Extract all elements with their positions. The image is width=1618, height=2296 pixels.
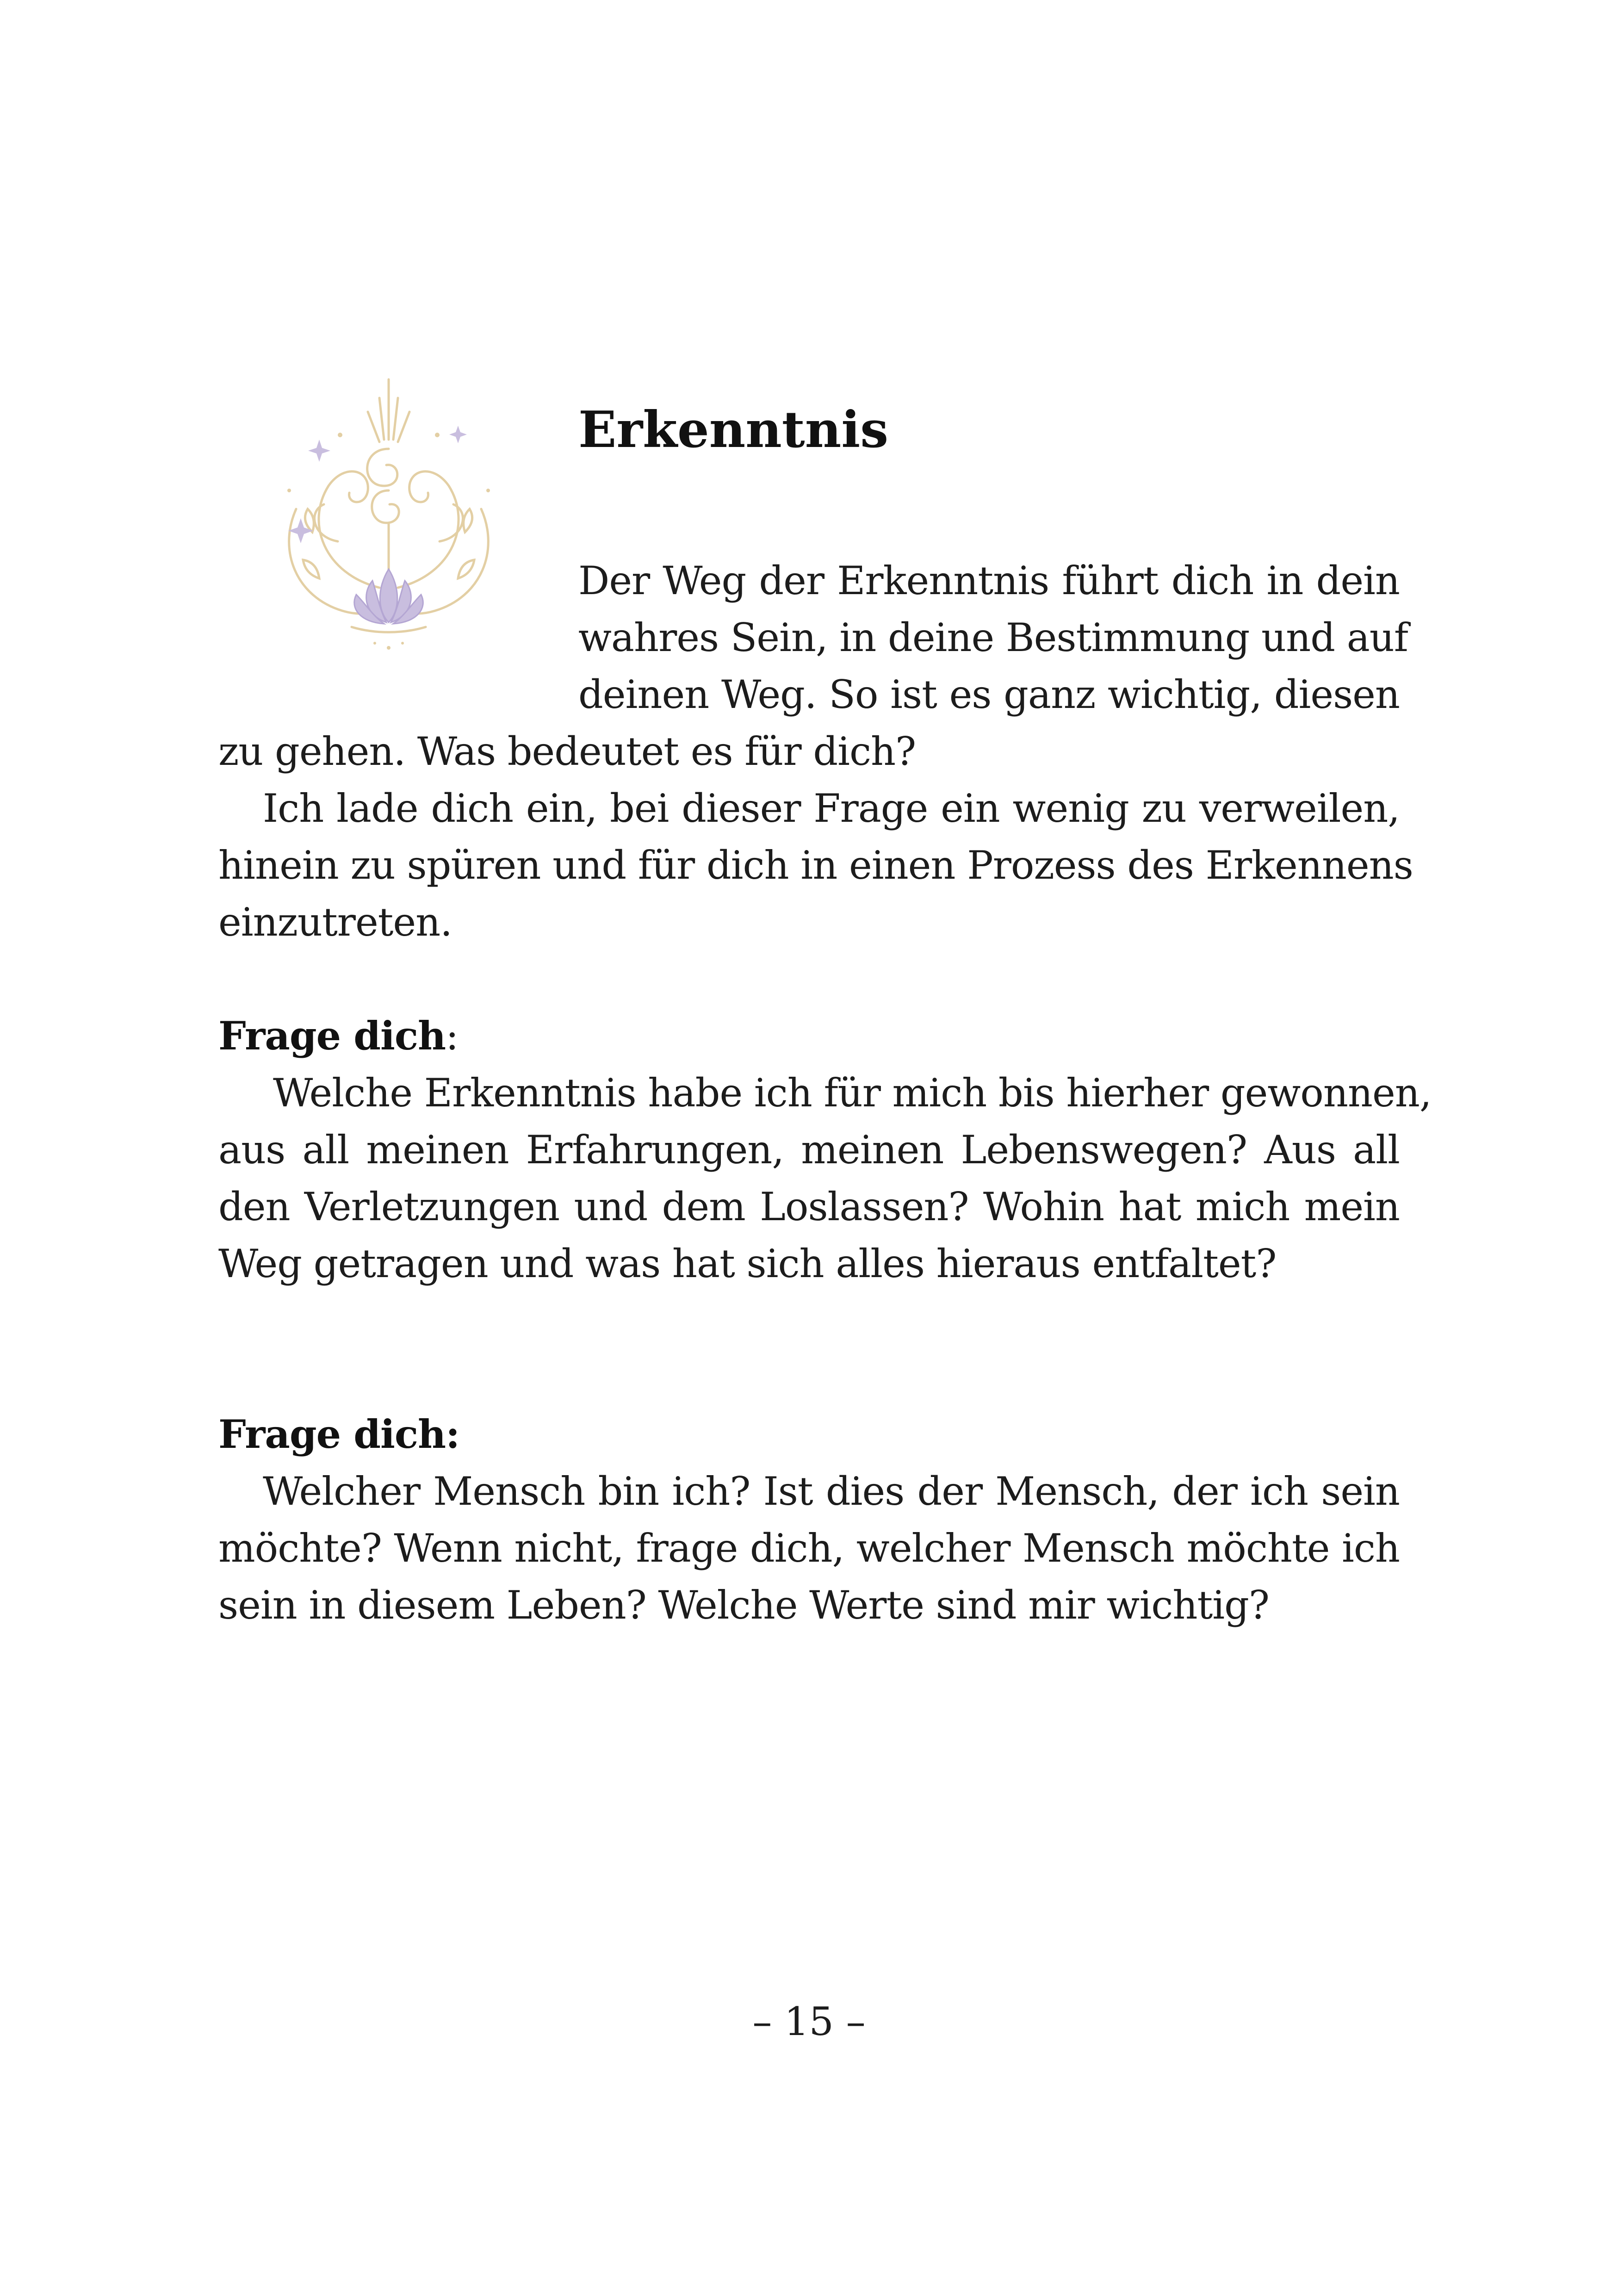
intro-line-4: zu gehen. Was bedeutet es für dich?	[218, 729, 916, 774]
section1-colon: :	[446, 1013, 459, 1059]
intro-line-3: deinen Weg. So ist es ganz wichtig, diesen	[578, 672, 1400, 717]
section1-line-2: aus all meinen Erfahrungen, meinen Lebenswegen? Aus all	[218, 1127, 1400, 1173]
page-title: Erkenntnis	[578, 401, 889, 459]
section1-label: Frage dich	[218, 1013, 446, 1059]
section1-heading	[218, 1013, 459, 1059]
lotus-ornament-icon	[268, 370, 509, 666]
page-number: – 15 –	[752, 1999, 866, 2044]
section2-line-2: möchte? Wenn nicht, frage dich, welcher Mensch möchte ich	[218, 1526, 1400, 1571]
section1-line-1: Welche Erkenntnis habe ich für mich bis hierher gewonnen,	[273, 1070, 1432, 1116]
section1-line-3: den Verletzungen und dem Loslassen? Wohin hat mich mein	[218, 1184, 1400, 1229]
intro-line-6: hinein zu spüren und für dich in einen Prozess des Erkennens	[218, 843, 1413, 888]
section1-line-4: Weg getragen und was hat sich alles hieraus entfaltet?	[218, 1241, 1277, 1286]
intro-line-1: Der Weg der Erkenntnis führt dich in dein	[578, 558, 1400, 603]
section2-label: Frage dich:	[218, 1411, 460, 1457]
section2-line-3: sein in diesem Leben? Welche Werte sind mir wichtig?	[218, 1582, 1269, 1628]
section2-line-1: Welcher Mensch bin ich? Ist dies der Mensch, der ich sein	[263, 1469, 1400, 1514]
intro-line-2: wahres Sein, in deine Bestimmung und auf	[578, 615, 1408, 660]
intro-line-5: Ich lade dich ein, bei dieser Frage ein wenig zu verweilen,	[263, 786, 1400, 831]
intro-line-7: einzutreten.	[218, 900, 452, 945]
